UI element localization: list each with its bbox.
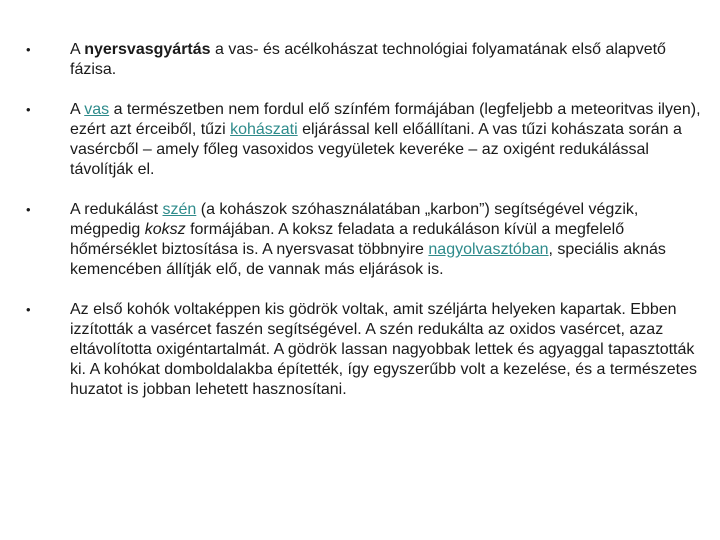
text-span: a természetben nem fordul elő színfém formájában (legfeljebb a meteoritvas ilyen), ezért azt érceiből, tűzi: [70, 101, 701, 138]
link-vas[interactable]: vas: [84, 101, 110, 118]
link-szen[interactable]: szén: [162, 201, 197, 218]
bullet-item-3: [24, 200, 704, 280]
text-span: formájában. A koksz feladata a redukáláson kívül a megfelelő hőmérséklet biztosítása is. A nyersvasat többnyire: [70, 221, 625, 258]
text-span: a vas- és acélkohászat technológiai folyamatának első alapvető fázisa.: [70, 41, 666, 78]
text-span: A: [70, 41, 85, 58]
bullet-item-4: [24, 300, 704, 400]
bullet-icon: •: [26, 302, 31, 317]
bullet-text-4: Az első kohók voltaképpen kis gödrök voltak, amit széljárta helyeken kapartak. Ebben izzították a vasércet faszén segítségével. A szén redukálta az oxidos vasércet, azaz eltávolította oxigéntartalmát. A gödrök lassan nagyobbak lettek és agyaggal tapasztották ki. A kohókat domboldalakba építették, így egyszerűbb volt a kezelése, és a természetes huzatot is jobban lehetett hasznosítani.: [70, 301, 698, 398]
text-span: A redukálást: [70, 201, 163, 218]
bullet-icon: •: [26, 202, 31, 217]
bullet-text-3: [70, 201, 666, 278]
link-kohaszati[interactable]: kohászati: [230, 121, 298, 138]
bullet-icon: •: [26, 102, 31, 117]
text-span: A: [70, 101, 85, 118]
bullet-item-1: [24, 40, 704, 80]
bold-term: nyersvasgyártás: [84, 41, 211, 58]
bullet-text-1: [70, 41, 666, 78]
bullet-icon: •: [26, 42, 31, 57]
text-span: (a kohászok szóhasználatában „karbon”) segítségével végzik, mégpedig: [70, 201, 639, 238]
bullet-list: [24, 40, 704, 420]
text-span: , speciális aknás kemencében állítják elő, de vannak más eljárások is.: [70, 241, 666, 278]
link-nagyolvaszto[interactable]: nagyolvasztóban: [428, 241, 549, 258]
text-span: eljárással kell előállítani. A vas tűzi kohászata során a vasércből – amely főleg vasoxidos vegyületek keveréke – az oxigént redukálással távolítják el.: [70, 121, 682, 178]
bullet-text-2: [70, 101, 701, 178]
italic-term: koksz: [144, 221, 186, 238]
bullet-item-2: [24, 100, 704, 180]
